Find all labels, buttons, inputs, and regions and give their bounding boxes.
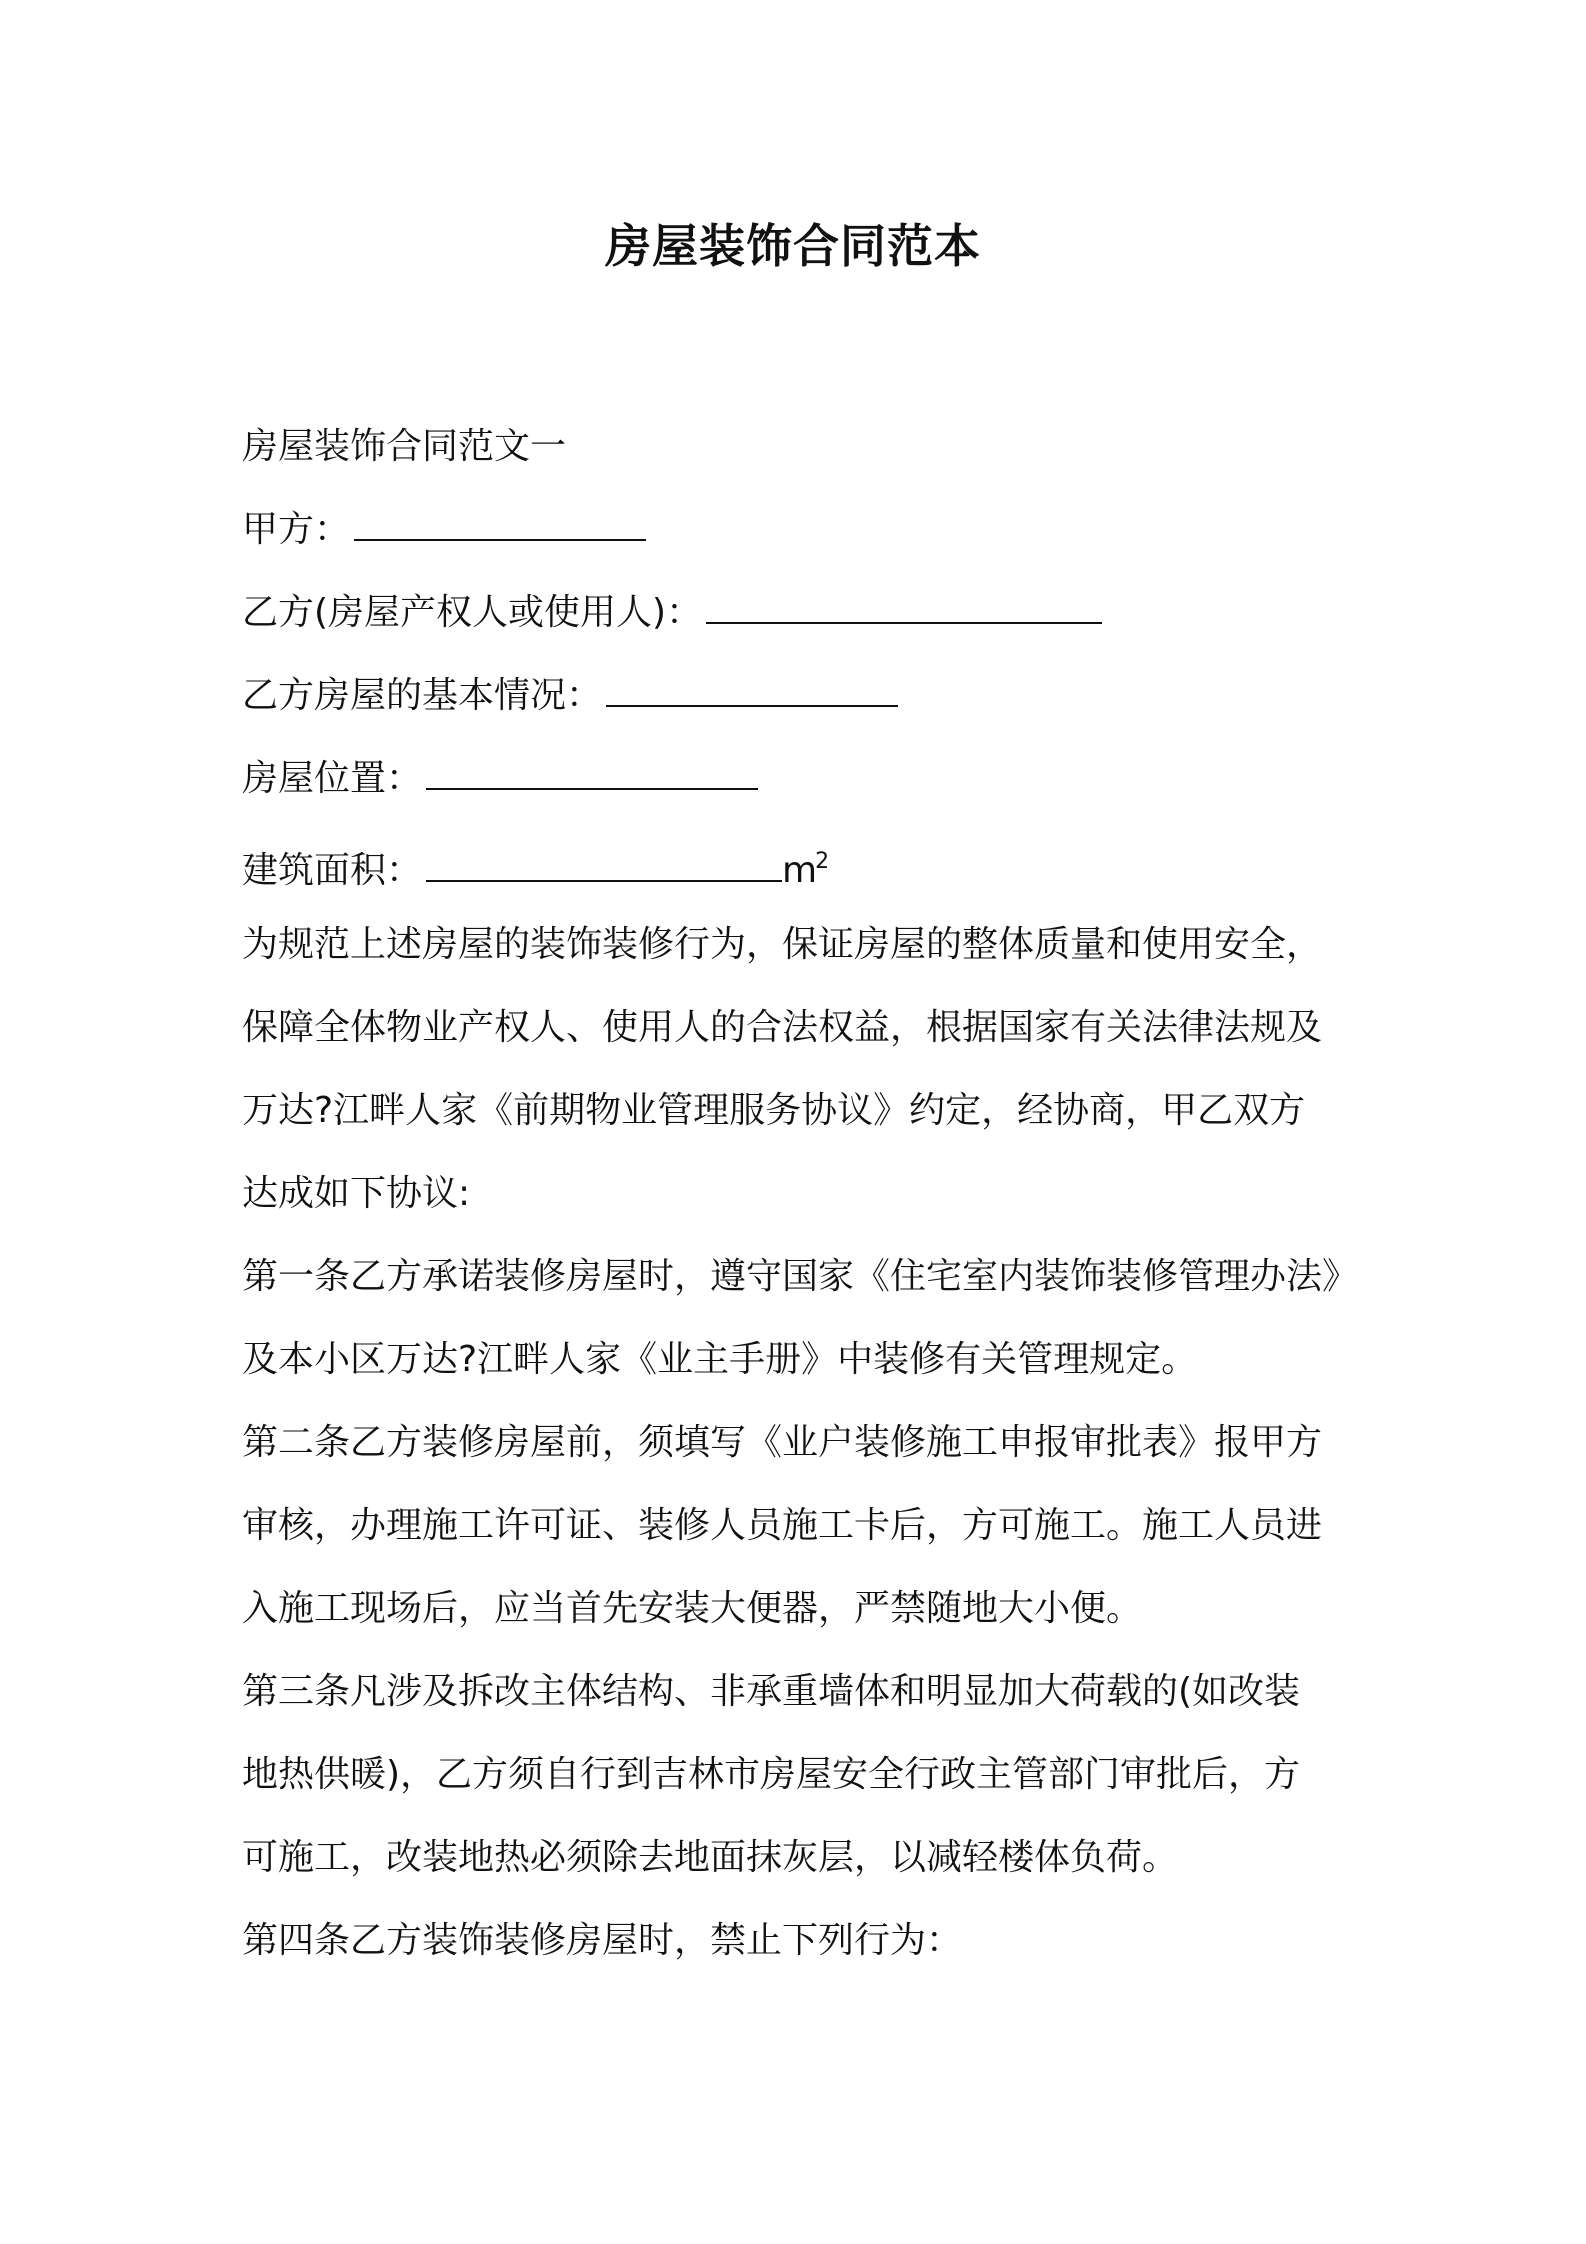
party-b-field: [242, 571, 1354, 654]
article-2-line: 审核，办理施工许可证、装修人员施工卡后，方可施工。施工人员进: [242, 1505, 1323, 1546]
party-b-house-label: 乙方房屋的基本情况：: [242, 675, 603, 716]
article-2-line: 入施工现场后，应当首先安装大便器，严禁随地大小便。: [242, 1588, 1143, 1629]
party-a-field: [242, 488, 1354, 571]
paragraph-line: 为规范上述房屋的装饰装修行为，保证房屋的整体质量和使用安全，: [242, 924, 1323, 965]
article-1-line: 及本小区万达?江畔人家《业主手册》中装修有关管理规定。: [242, 1339, 1198, 1380]
article-3-line: 第三条凡涉及拆改主体结构、非承重墙体和明显加大荷载的(如改装: [242, 1671, 1301, 1712]
location-field: [242, 737, 1354, 820]
section-heading: 房屋装饰合同范文一: [242, 426, 567, 467]
area-unit: m: [782, 850, 818, 891]
area-unit-superscript: 2: [815, 849, 830, 874]
article-3-line: 地热供暖)，乙方须自行到吉林市房屋安全行政主管部门审批后，方: [242, 1754, 1301, 1795]
party-b-label: 乙方(房屋产权人或使用人)：: [242, 592, 703, 633]
paragraph-line: 保障全体物业产权人、使用人的合法权益，根据国家有关法律法规及: [242, 1007, 1323, 1048]
party-a-blank: [354, 511, 646, 541]
location-blank: [426, 760, 758, 790]
party-b-blank: [706, 594, 1102, 624]
article-2-line: 第二条乙方装修房屋前，须填写《业户装修施工申报审批表》报甲方: [242, 1422, 1323, 1463]
article-4-line: 第四条乙方装饰装修房屋时，禁止下列行为：: [242, 1920, 963, 1961]
party-a-label: 甲方：: [242, 509, 351, 550]
article-3-line: 可施工，改装地热必须除去地面抹灰层，以减轻楼体负荷。: [242, 1837, 1179, 1878]
paragraph-line: 达成如下协议:: [242, 1173, 471, 1214]
area-label: 建筑面积：: [242, 850, 423, 891]
paragraph-line: 万达?江畔人家《前期物业管理服务协议》约定，经协商，甲乙双方: [242, 1090, 1306, 1131]
location-label: 房屋位置：: [242, 758, 423, 799]
document-title: 房屋装饰合同范本: [605, 219, 981, 273]
party-b-house-blank: [606, 677, 898, 707]
party-b-house-field: [242, 654, 1354, 737]
area-blank: [426, 852, 782, 882]
area-field: [242, 820, 1354, 903]
article-1-line: 第一条乙方承诺装修房屋时，遵守国家《住宅室内装饰装修管理办法》: [242, 1256, 1359, 1297]
document-body: [242, 405, 1359, 1982]
